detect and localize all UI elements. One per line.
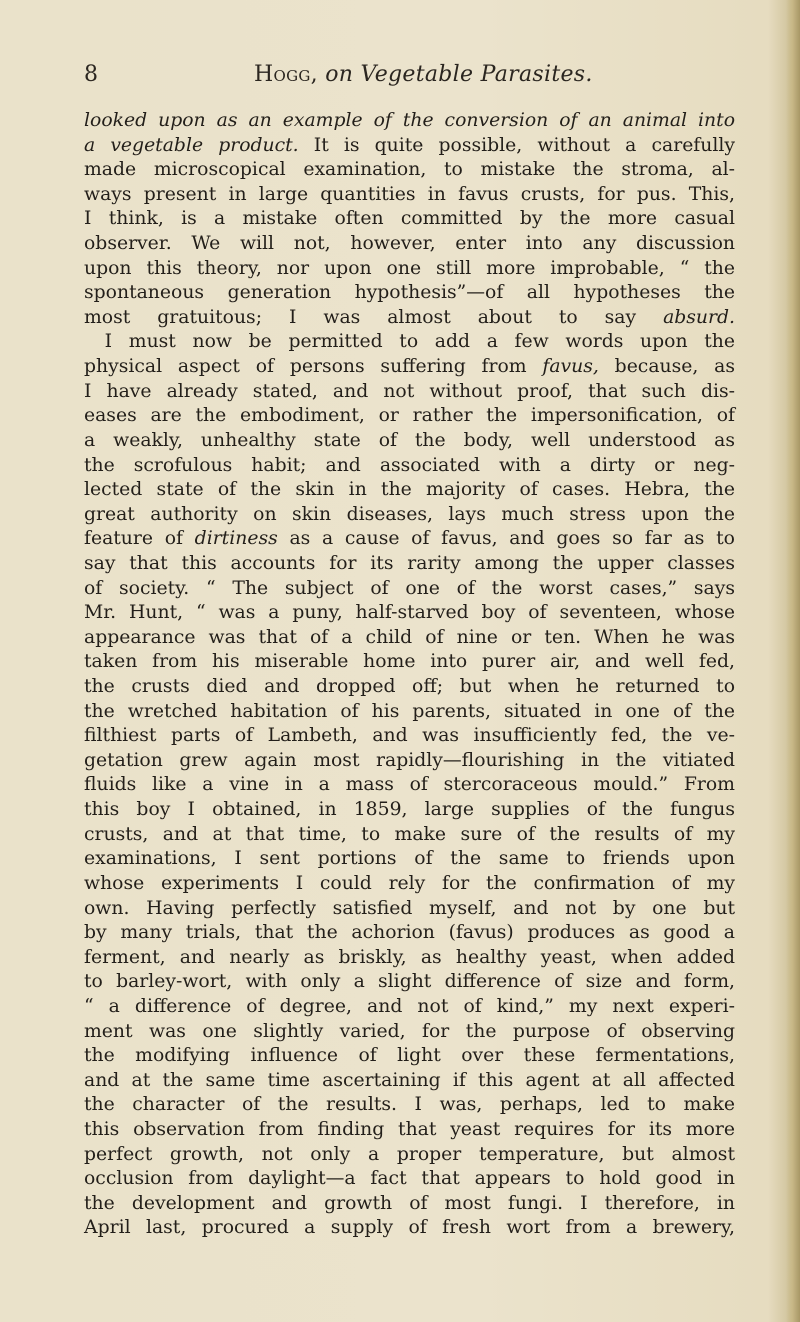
text-line bbox=[84, 1216, 735, 1241]
text-run: the modifying influence of light over these fermentations, bbox=[84, 1045, 735, 1067]
text-run: own. Having perfectly satisfied myself, and not by one but bbox=[84, 897, 735, 919]
text-line bbox=[84, 355, 735, 380]
text-line bbox=[84, 183, 735, 208]
text-run: by many trials, that the achorion (favus) produces as good a bbox=[84, 922, 735, 944]
text-run: and at the same time ascertaining if this agent at all affected bbox=[84, 1069, 735, 1091]
text-run: observer. We will not, however, enter into any discussion bbox=[84, 233, 735, 255]
text-line bbox=[84, 1044, 735, 1069]
text-run: the wretched habitation of his parents, situated in one of the bbox=[84, 700, 735, 722]
italic-text: favus, bbox=[542, 356, 599, 378]
text-line bbox=[84, 1118, 735, 1143]
text-run: I have already stated, and not without proof, that such dis- bbox=[84, 380, 735, 402]
text-line bbox=[84, 946, 735, 971]
text-run: taken from his miserable home into purer air, and well fed, bbox=[84, 651, 735, 673]
text-run: Mr. Hunt, “ was a puny, half-starved boy of seventeen, whose bbox=[84, 602, 735, 624]
text-line bbox=[84, 1020, 735, 1045]
text-line bbox=[84, 306, 735, 331]
text-run: April last, procured a supply of fresh wort from a brewery, bbox=[84, 1217, 735, 1239]
text-run: lected state of the skin in the majority of cases. Hebra, the bbox=[84, 479, 735, 501]
text-run: made microscopical examination, to mistake the stroma, al- bbox=[84, 159, 735, 181]
text-run: the character of the results. I was, perhaps, led to make bbox=[84, 1094, 735, 1116]
text-run: whose experiments I could rely for the confirmation of my bbox=[84, 872, 735, 894]
text-line bbox=[84, 503, 735, 528]
running-header bbox=[84, 62, 724, 96]
text-run: crusts, and at that time, to make sure of the results of my bbox=[84, 823, 735, 845]
italic-text: absurd. bbox=[663, 306, 735, 328]
text-line bbox=[84, 749, 735, 774]
text-line bbox=[84, 404, 735, 429]
text-line bbox=[84, 724, 735, 749]
text-line bbox=[84, 995, 735, 1020]
text-line bbox=[84, 109, 735, 134]
text-run: great authority on skin diseases, lays much stress upon the bbox=[84, 503, 735, 525]
text-run: the scrofulous habit; and associated with a dirty or neg- bbox=[84, 454, 735, 476]
text-line bbox=[84, 552, 735, 577]
text-line bbox=[84, 257, 735, 282]
running-head bbox=[254, 62, 593, 87]
text-run: filthiest parts of Lambeth, and was insufficiently fed, the ve- bbox=[84, 725, 735, 747]
text-run: spontaneous generation hypothesis”—of all hypotheses the bbox=[84, 282, 735, 304]
text-run: this boy I obtained, in 1859, large supplies of the fungus bbox=[84, 799, 735, 821]
text-line bbox=[84, 626, 735, 651]
text-line bbox=[84, 970, 735, 995]
page-edge-shadow bbox=[786, 0, 800, 1322]
body-text bbox=[84, 109, 735, 1241]
text-run: a weakly, unhealthy state of the body, well understood as bbox=[84, 429, 735, 451]
italic-text: dirtiness bbox=[194, 528, 278, 550]
text-run: It is quite possible, without a carefully bbox=[298, 134, 735, 156]
text-line bbox=[84, 454, 735, 479]
text-run: “ a difference of degree, and not of kind,” my next experi- bbox=[84, 995, 735, 1017]
text-run: of society. “ The subject of one of the worst cases,” says bbox=[84, 577, 735, 599]
text-run: as a cause of favus, and goes so far as to bbox=[277, 528, 735, 550]
text-run: getation grew again most rapidly—flourishing in the vitiated bbox=[84, 749, 735, 771]
text-run: I think, is a mistake often committed by the more casual bbox=[84, 208, 735, 230]
text-line bbox=[84, 773, 735, 798]
text-line bbox=[84, 1093, 735, 1118]
text-run: the development and growth of most fungi. I therefore, in bbox=[84, 1192, 735, 1214]
text-run: most gratuitous; I was almost about to say bbox=[84, 306, 664, 328]
text-run: this observation from finding that yeast requires for its more bbox=[84, 1118, 735, 1140]
text-line bbox=[84, 281, 735, 306]
text-run: physical aspect of persons suffering from bbox=[84, 356, 543, 378]
text-run: perfect growth, not only a proper temperature, but almost bbox=[84, 1143, 735, 1165]
text-line bbox=[84, 847, 735, 872]
text-line bbox=[84, 601, 735, 626]
text-run: because, as bbox=[598, 356, 735, 378]
text-line bbox=[84, 1192, 735, 1217]
text-run: fluids like a vine in a mass of stercoraceous mould.” From bbox=[84, 774, 735, 796]
running-head-author: Hogg, bbox=[254, 62, 318, 87]
text-line bbox=[84, 134, 735, 159]
text-run: to barley-wort, with only a slight difference of size and form, bbox=[84, 971, 735, 993]
text-line bbox=[84, 527, 735, 552]
text-line bbox=[84, 577, 735, 602]
text-line bbox=[84, 897, 735, 922]
text-line bbox=[84, 921, 735, 946]
italic-text: looked upon as an example of the conversion of an animal into bbox=[84, 110, 735, 131]
text-line bbox=[84, 823, 735, 848]
text-line bbox=[84, 675, 735, 700]
text-line bbox=[84, 1143, 735, 1168]
text-line bbox=[84, 700, 735, 725]
text-run: ferment, and nearly as briskly, as healthy yeast, when added bbox=[84, 946, 735, 968]
text-line bbox=[84, 380, 735, 405]
text-run: appearance was that of a child of nine or ten. When he was bbox=[84, 626, 735, 648]
text-line bbox=[84, 429, 735, 454]
page-number: 8 bbox=[84, 62, 98, 87]
text-line bbox=[84, 1069, 735, 1094]
text-line bbox=[84, 478, 735, 503]
text-run: upon this theory, nor upon one still more improbable, “ the bbox=[84, 257, 735, 279]
text-run: I must now be permitted to add a few words upon the bbox=[104, 331, 735, 353]
text-line bbox=[84, 158, 735, 183]
text-run: occlusion from daylight—a fact that appears to hold good in bbox=[84, 1168, 735, 1190]
running-head-title: on Vegetable Parasites. bbox=[325, 62, 593, 87]
text-line bbox=[84, 330, 735, 355]
text-line bbox=[84, 1167, 735, 1192]
text-line bbox=[84, 232, 735, 257]
text-run: examinations, I sent portions of the same to friends upon bbox=[84, 848, 735, 870]
text-line bbox=[84, 872, 735, 897]
text-run: ways present in large quantities in favus crusts, for pus. This, bbox=[84, 183, 735, 205]
text-run: eases are the embodiment, or rather the impersonification, of bbox=[84, 405, 735, 427]
text-line bbox=[84, 650, 735, 675]
text-line bbox=[84, 798, 735, 823]
text-run: say that this accounts for its rarity among the upper classes bbox=[84, 552, 735, 574]
italic-text: a vegetable product. bbox=[84, 134, 299, 156]
text-run: feature of bbox=[84, 528, 195, 550]
text-run: ment was one slightly varied, for the purpose of observing bbox=[84, 1020, 735, 1042]
text-line bbox=[84, 207, 735, 232]
text-run: the crusts died and dropped off; but when he returned to bbox=[84, 676, 735, 698]
